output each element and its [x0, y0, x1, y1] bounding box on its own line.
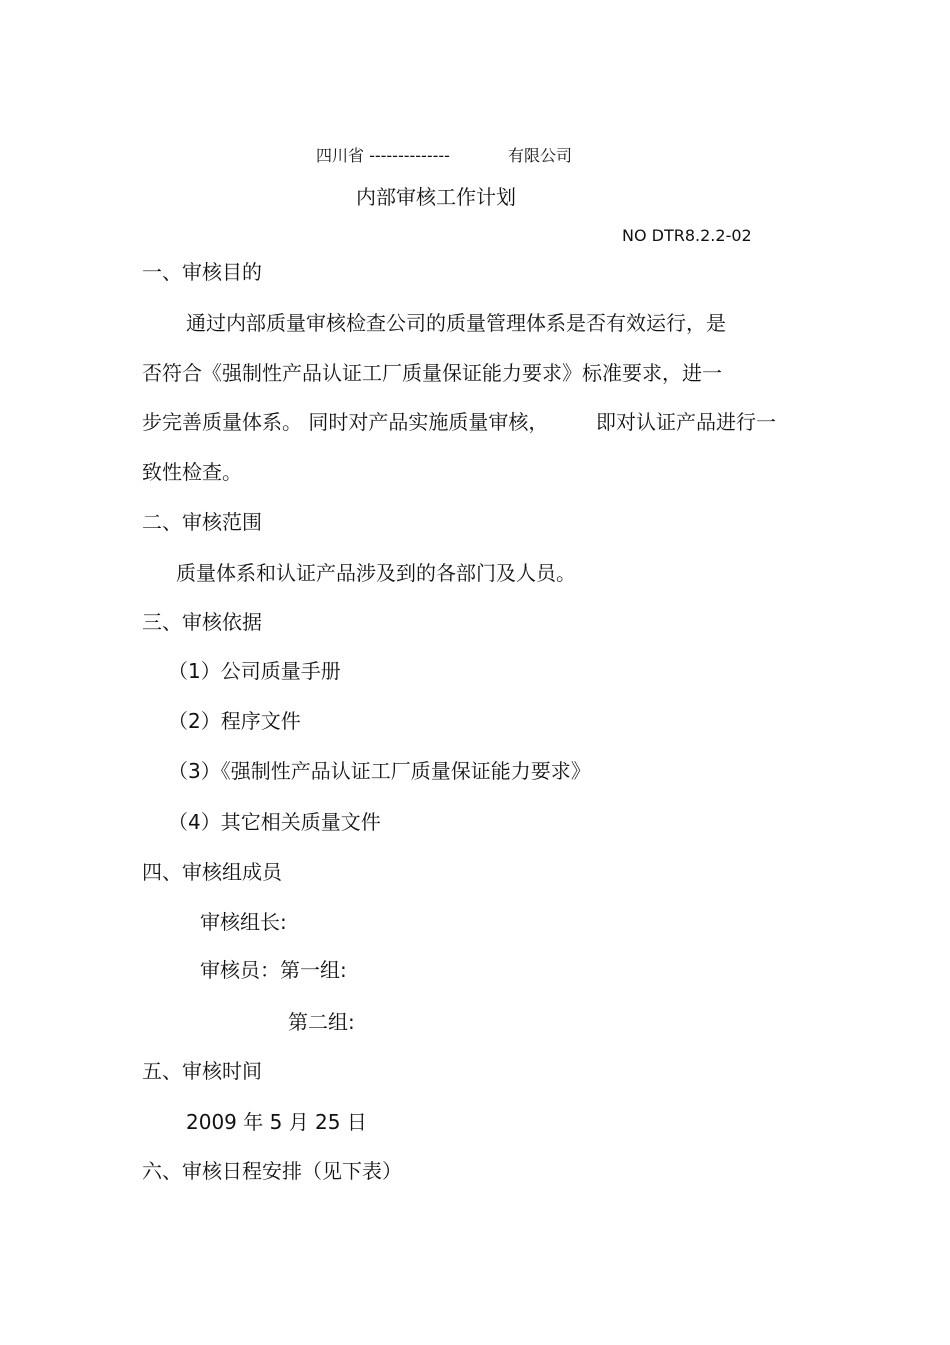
audit-date: 2009 年 5 月 25 日 [186, 1110, 367, 1134]
section-3-item-1: （1）公司质量手册 [168, 659, 341, 683]
section-1-line-4: 致性检查。 [142, 460, 242, 484]
auditors-group-2: 第二组: [288, 1010, 355, 1034]
section-1-line-3a: 步完善质量体系。 同时对产品实施质量审核， [142, 410, 549, 434]
audit-team-leader: 审核组长: [200, 910, 287, 934]
section-5-heading: 五、审核时间 [142, 1059, 262, 1083]
section-1-heading: 一、审核目的 [142, 260, 262, 284]
section-3-item-3: （3）《强制性产品认证工厂质量保证能力要求》 [168, 759, 591, 783]
section-1-line-2: 否符合《强制性产品认证工厂质量保证能力要求》标准要求，进一 [142, 361, 722, 385]
document-title: 内部审核工作计划 [356, 185, 516, 209]
section-2-heading: 二、审核范围 [142, 510, 262, 534]
section-1-line-3b: 即对认证产品进行一 [596, 410, 776, 434]
section-1-line-1: 通过内部质量审核检查公司的质量管理体系是否有效运行，是 [186, 311, 726, 335]
section-2-text: 质量体系和认证产品涉及到的各部门及人员。 [176, 561, 576, 585]
company-name-prefix: 四川省 -------------- [316, 146, 450, 165]
section-3-item-2: （2）程序文件 [168, 709, 301, 733]
document-number: NO DTR8.2.2-02 [622, 226, 752, 245]
auditors-group-1: 审核员：第一组: [200, 958, 347, 982]
section-6-heading: 六、审核日程安排（见下表） [142, 1159, 402, 1183]
company-name-suffix: 有限公司 [508, 146, 573, 165]
section-3-heading: 三、审核依据 [142, 610, 262, 634]
section-3-item-4: （4）其它相关质量文件 [168, 810, 381, 834]
section-4-heading: 四、审核组成员 [142, 860, 282, 884]
